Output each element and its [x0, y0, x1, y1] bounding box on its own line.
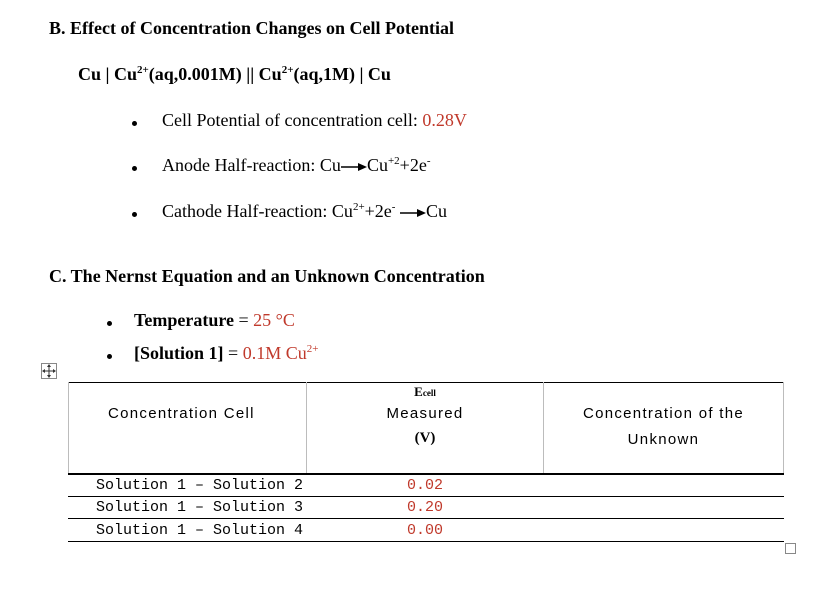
table-row-ecell: 0.02 [406, 477, 443, 494]
cell-notation: Cu | $Cu^{2+}(aq,0.001M)$ || $Cu^{2+}(aq,1M)$ | Cu [78, 64, 391, 84]
table-move-handle[interactable] [41, 363, 57, 379]
table-resize-handle[interactable] [785, 543, 796, 554]
header-unknown: Unknown [627, 431, 700, 448]
table-row-cell: Solution 1 – Solution 3 [96, 499, 304, 516]
move-arrows-icon [42, 364, 56, 378]
bullet-dot [107, 354, 112, 359]
right-arrow-icon [341, 162, 367, 172]
right-arrow-icon [400, 208, 426, 218]
solution-1-value: 0.1M $Cu^{2+}$ [242, 343, 319, 363]
table-row-cell: Solution 1 – Solution 4 [96, 522, 304, 539]
solution-1-line: [Solution 1] = 0.1M $Cu^{2+}$ [134, 343, 319, 363]
header-concentration-of-unknown: Concentration of the [582, 405, 745, 422]
bullet-dot [132, 121, 137, 126]
header-concentration-cell: Concentration Cell [108, 405, 255, 422]
header-measured: Measured [386, 405, 464, 422]
section-c-heading: C. The Nernst Equation and an Unknown Concentration [49, 266, 485, 286]
cathode-half-reaction: Cathode Half-reaction: $Cu^{2+}+2e^-$ Cu [162, 201, 447, 221]
table-row-ecell: 0.00 [406, 522, 443, 539]
anode-half-reaction: Anode Half-reaction: Cu $Cu^{+2}+2e^-$ [162, 155, 431, 175]
table-row-ecell: 0.20 [406, 499, 443, 516]
bullet-dot [132, 166, 137, 171]
table-row-cell: Solution 1 – Solution 2 [96, 477, 304, 494]
section-b-heading: B. Effect of Concentration Changes on Cell Potential [49, 18, 454, 38]
cell-potential-value: 0.28V [422, 110, 467, 130]
temperature-value: 25 °C [253, 310, 295, 330]
header-unit: (V) [414, 430, 436, 446]
bullet-dot [107, 321, 112, 326]
cell-potential-line: Cell Potential of concentration cell: 0.28V [162, 110, 467, 130]
bullet-dot [132, 212, 137, 217]
temperature-line: Temperature = 25 °C [134, 310, 295, 330]
header-ecell: Ecell [414, 384, 436, 399]
